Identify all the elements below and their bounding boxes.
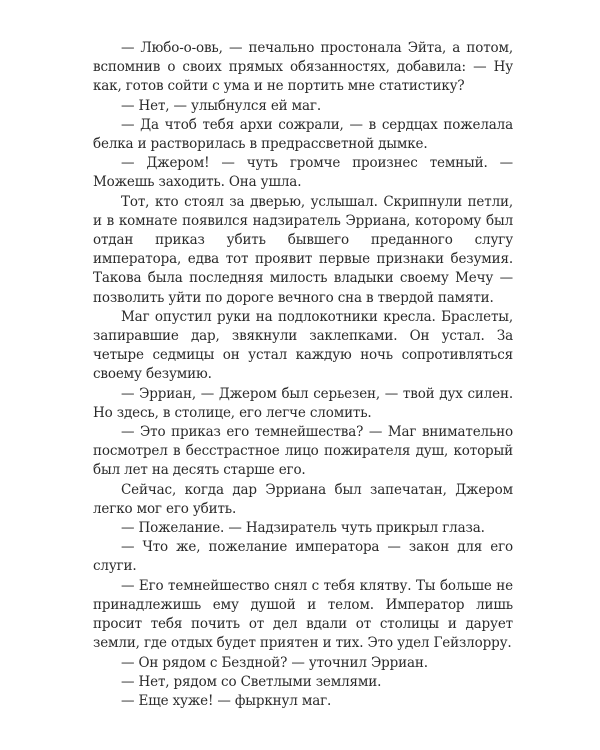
paragraph-14: — Нет, рядом со Светлыми землями. [121, 673, 382, 690]
paragraph-1: — Любо-о-овь, — печально простонала Эйта, а потом, вспомнив о своих прямых обязанностях, добавила: — Ну как, готов сойти с ума и не портить мне статистику? [93, 40, 513, 95]
paragraph-7: — Эрриан, — Джером был серьезен, — твой дух силен. Но здесь, в столице, его легче сломить. [93, 385, 513, 421]
paragraph-8: — Это приказ его темнейшества? — Маг внимательно посмотрел в бесстрастное лицо пожирателя душ, который был лет на десять старше его. [93, 424, 513, 479]
paragraph-11: — Что же, пожелание императора — закон для его слуги. [93, 539, 513, 575]
paragraph-10: — Пожелание. — Надзиратель чуть прикрыл глаза. [121, 520, 485, 537]
paragraph-5: Тот, кто стоял за дверью, услышал. Скрипнули петли, и в комнате появился надзиратель Эрриана, которому был отдан приказ убить бывшего преданного слугу императора, едва тот проявит первые признаки безумия. Такова была последняя милость владыки своему Мечу — позволить уйти по дороге вечного сна в твердой памяти. [93, 193, 513, 306]
paragraph-13: — Он рядом с Бездной? — уточнил Эрриан. [121, 654, 428, 671]
paragraph-4: — Джером! — чуть громче произнес темный. — Можешь заходить. Она ушла. [93, 155, 513, 191]
paragraph-6: Маг опустил руки на подлокотники кресла. Браслеты, запиравшие дар, звякнули заклепками. Он устал. За четыре седмицы он устал каждую ночь сопротивляться своему безумию. [93, 308, 513, 383]
paragraph-2: — Нет, — улыбнулся ей маг. [121, 97, 321, 114]
paragraph-9: Сейчас, когда дар Эрриана был запечатан, Джером легко мог его убить. [93, 481, 513, 517]
paragraph-15: — Еще хуже! — фыркнул маг. [121, 692, 332, 709]
page-text [93, 39, 513, 711]
paragraph-3: — Да чтоб тебя архи сожрали, — в сердцах пожелала белка и растворилась в предрассветной дымке. [93, 116, 513, 153]
paragraph-12: — Его темнейшество снял с тебя клятву. Ты больше не принадлежишь ему душой и телом. Император лишь просит тебя почить от дел вдали от столицы и дарует земли, где отдых будет приятен и тих. Это удел Гейзлорру. [93, 577, 513, 652]
